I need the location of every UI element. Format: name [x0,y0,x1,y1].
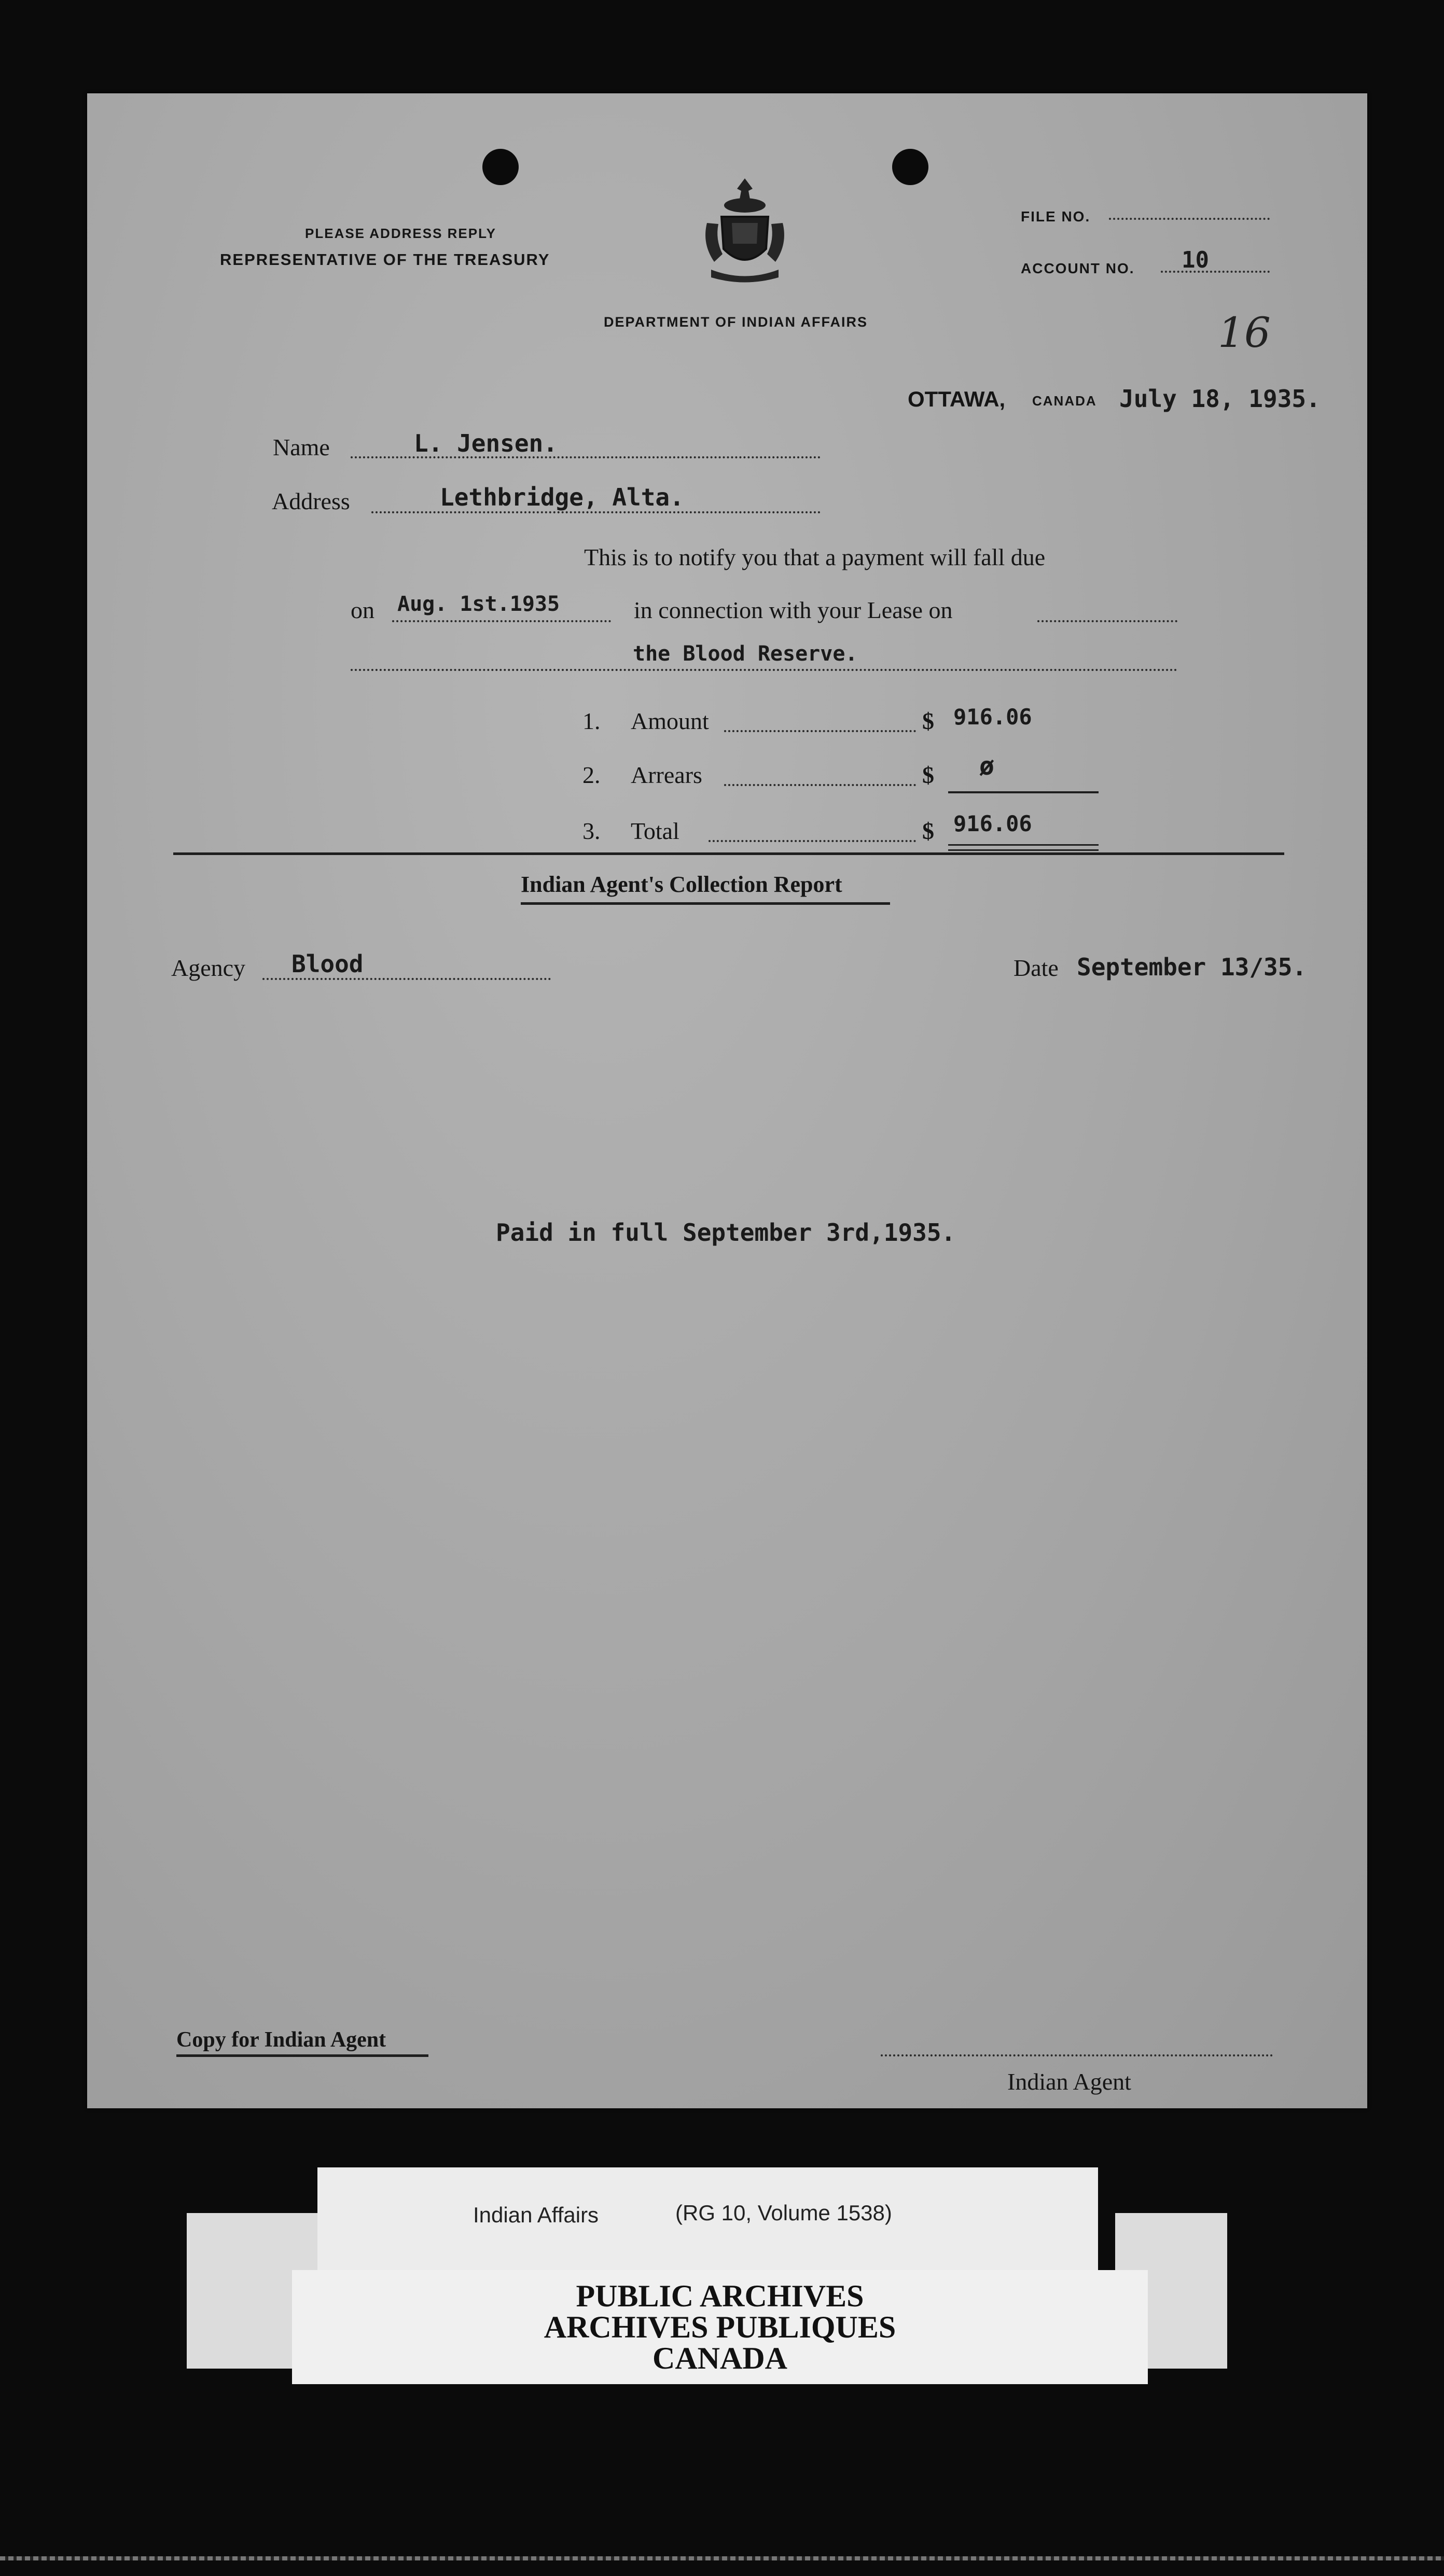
please-address-label: PLEASE ADDRESS REPLY [305,226,496,241]
arrears-number: 2. [582,762,601,788]
film-edge [0,2556,1444,2560]
document-page [87,93,1367,2108]
file-no-label: FILE NO. [1021,208,1091,225]
copy-label-underline [176,2054,428,2057]
report-date-label: Date [1013,955,1059,981]
account-no-value: 10 [1182,247,1209,273]
total-dollar: $ [922,818,934,844]
due-date-field [392,620,611,622]
city-label: OTTAWA, [908,387,1006,411]
agency-value: Blood [291,950,364,978]
archive-tag-upper [317,2167,1098,2287]
account-no-label: ACCOUNT NO. [1021,260,1135,276]
lease-field-start [1037,620,1177,622]
amount-dollar: $ [922,708,934,734]
connection-text: in connection with your Lease on [634,597,953,623]
amount-number: 1. [582,708,601,734]
handwritten-page-number: 16 [1218,309,1271,357]
indian-agent-label: Indian Agent [1007,2068,1131,2095]
arrears-underline [948,791,1099,793]
name-label: Name [273,434,330,460]
paid-note: Paid in full September 3rd,1935. [496,1219,956,1247]
file-no-field [1109,218,1270,220]
arrears-dollar: $ [922,762,934,788]
address-label: Address [272,488,350,514]
agent-signature-line [881,2054,1273,2056]
arrears-leader [724,784,916,786]
archive-line-3: CANADA [652,2341,787,2375]
address-value: Lethbridge, Alta. [440,483,684,511]
on-label: on [351,597,374,623]
total-number: 3. [582,818,601,844]
punch-hole [482,149,519,185]
copy-for-agent-label: Copy for Indian Agent [176,2028,386,2052]
agency-label: Agency [171,955,246,981]
lease-value: the Blood Reserve. [633,642,858,666]
lease-field [351,669,1177,671]
total-label: Total [631,818,679,844]
amount-label: Amount [631,708,709,734]
collection-report-title: Indian Agent's Collection Report [521,872,842,897]
punch-hole [892,149,928,185]
archive-line-2: ARCHIVES PUBLIQUES [544,2310,896,2344]
amount-leader [724,730,916,732]
total-underline-1 [948,844,1099,846]
archive-collection: Indian Affairs [473,2203,599,2227]
collection-report-underline [521,902,890,905]
total-leader [709,840,916,842]
address-field [371,511,821,513]
notify-text: This is to notify you that a payment will fall due [584,544,1046,570]
report-date-value: September 13/35. [1077,953,1307,981]
letter-date: July 18, 1935. [1119,385,1321,413]
total-value: 916.06 [953,811,1032,836]
amount-value: 916.06 [953,704,1032,730]
name-value: L. Jensen. [414,429,558,457]
due-date-value: Aug. 1st.1935 [397,592,560,616]
total-underline-2 [948,849,1099,851]
department-label: DEPARTMENT OF INDIAN AFFAIRS [604,314,868,330]
account-no-field [1161,271,1270,273]
country-label: CANADA [1032,393,1097,409]
arrears-label: Arrears [631,762,702,788]
section-divider [173,852,1284,855]
archive-reference: (RG 10, Volume 1538) [675,2201,892,2225]
representative-label: REPRESENTATIVE OF THE TREASURY [220,250,550,269]
coat-of-arms-icon [701,176,789,285]
agency-field [262,978,551,980]
arrears-value: ø [979,752,994,781]
archive-line-1: PUBLIC ARCHIVES [576,2279,864,2313]
